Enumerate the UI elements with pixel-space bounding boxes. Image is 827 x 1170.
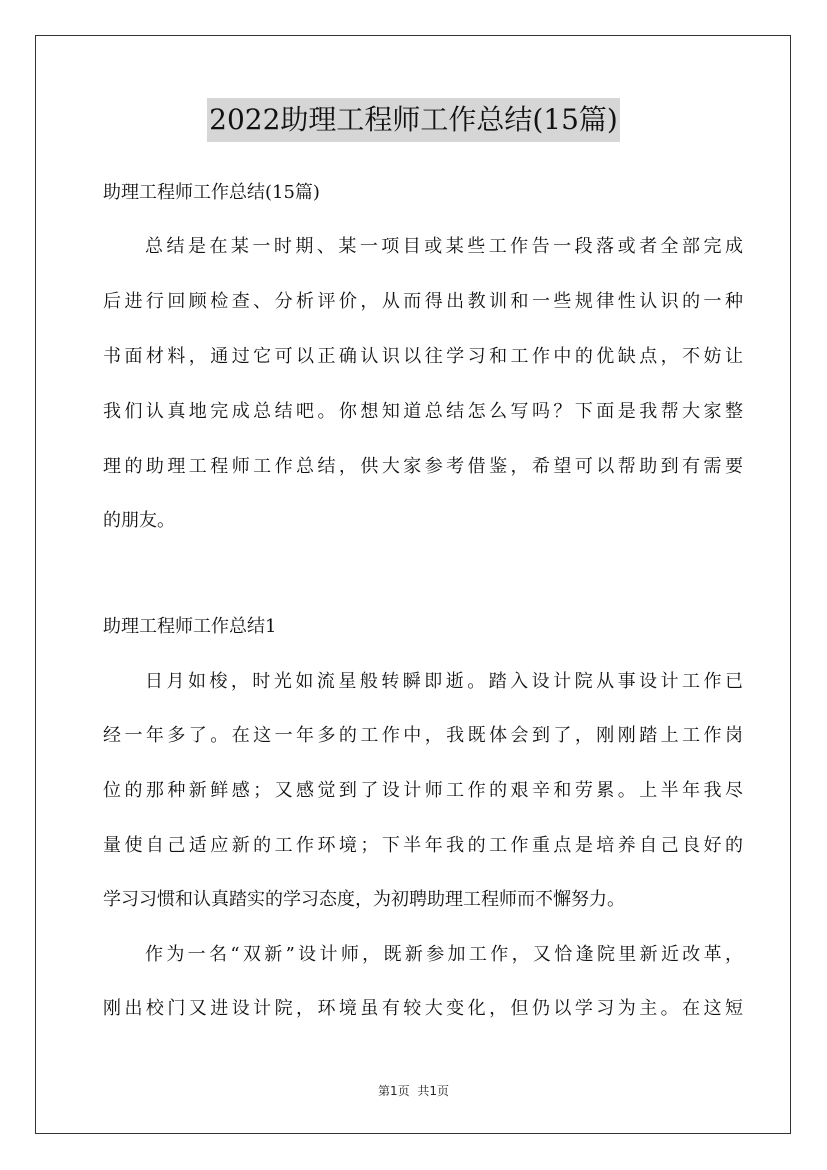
section-heading: 助理工程师工作总结1 (103, 616, 277, 637)
paragraph-line: 日月如梭，时光如流星般转瞬即逝。踏入设计院从事设计工作已 (145, 671, 743, 692)
paragraph-line: 经一年多了。在这一年多的工作中，我既体会到了，刚刚踏上工作岗 (103, 725, 743, 746)
intro-line: 我们认真地完成总结吧。你想知道总结怎么写吗？下面是我帮大家整 (103, 401, 743, 422)
document-subtitle: 助理工程师工作总结(15篇) (103, 182, 320, 203)
page-number: 第1页 (377, 1084, 410, 1098)
title-block (0, 98, 827, 142)
paragraph-line: 刚出校门又进设计院，环境虽有较大变化，但仍以学习为主。在这短 (103, 998, 743, 1019)
paragraph-line: 学习习惯和认真踏实的学习态度，为初聘助理工程师而不懈努力。 (103, 889, 625, 910)
intro-line: 书面材料，通过它可以正确认识以往学习和工作中的优缺点，不妨让 (103, 346, 743, 367)
document-title: 2022助理工程师工作总结(15篇) (207, 98, 620, 142)
page-total: 共1页 (417, 1084, 450, 1098)
paragraph-line: 量使自己适应新的工作环境；下半年我的工作重点是培养自己良好的 (103, 835, 743, 856)
intro-line: 的朋友。 (103, 510, 175, 531)
intro-line: 总结是在某一时期、某一项目或某些工作告一段落或者全部完成 (145, 236, 743, 257)
intro-line: 后进行回顾检查、分析评价，从而得出教训和一些规律性认识的一种 (103, 291, 743, 312)
page-footer (0, 1083, 827, 1099)
paragraph-line: 作为一名“双新”设计师，既新参加工作，又恰逢院里新近改革， (145, 944, 743, 965)
intro-line: 理的助理工程师工作总结，供大家参考借鉴，希望可以帮助到有需要 (103, 456, 743, 477)
paragraph-line: 位的那种新鲜感；又感觉到了设计师工作的艰辛和劳累。上半年我尽 (103, 780, 743, 801)
